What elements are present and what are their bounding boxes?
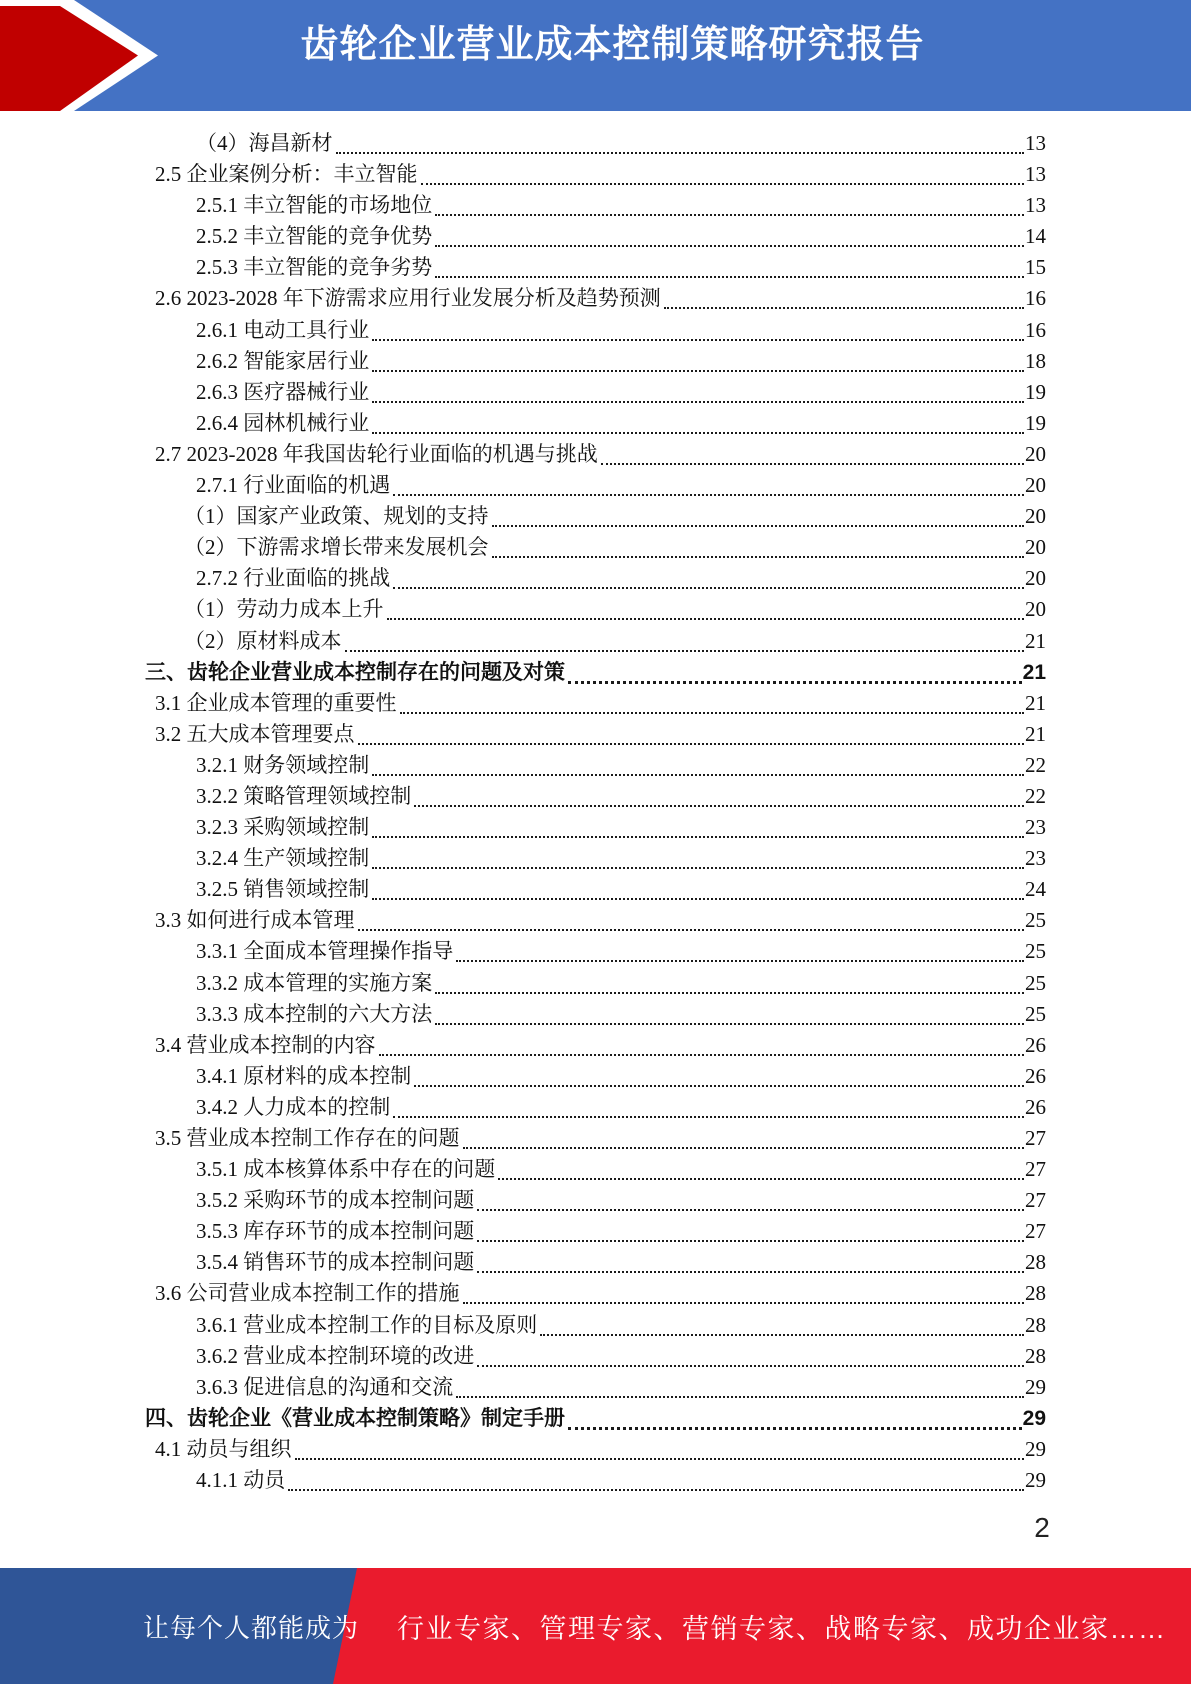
- toc-leader-dots: [345, 626, 1025, 652]
- toc-leader-dots: [372, 346, 1024, 372]
- toc-entry-page-number: 29: [1022, 1406, 1046, 1430]
- toc-entry-label: 2.7.1 行业面临的机遇: [196, 473, 391, 498]
- toc-entry-page-number: 19: [1025, 410, 1046, 435]
- toc-entry-label: 3.6.3 促进信息的沟通和交流: [196, 1374, 454, 1399]
- toc-entry-page-number: 21: [1022, 660, 1046, 684]
- toc-entry-label: 2.5.2 丰立智能的竞争优势: [196, 224, 433, 249]
- toc-leader-dots: [568, 1403, 1022, 1430]
- toc-entry[interactable]: [145, 1310, 1046, 1341]
- toc-entry-page-number: 16: [1025, 317, 1046, 342]
- toc-entry[interactable]: [145, 781, 1046, 812]
- toc-leader-dots: [435, 190, 1024, 216]
- toc-entry[interactable]: [145, 750, 1046, 781]
- toc-entry-label: 3.2.2 策略管理领域控制: [196, 783, 412, 808]
- toc-entry-label: 4.1 动员与组织: [155, 1436, 292, 1461]
- toc-leader-dots: [601, 439, 1024, 465]
- toc-entry-label: （4）海昌新材: [196, 131, 333, 155]
- toc-entry[interactable]: [145, 1278, 1046, 1309]
- toc-entry-label: 3.3.3 成本控制的六大方法: [196, 1001, 433, 1026]
- toc-entry[interactable]: [145, 688, 1046, 719]
- toc-entry-label: 2.6.3 医疗器械行业: [196, 379, 370, 404]
- toc-entry-page-number: 20: [1025, 441, 1046, 466]
- toc-leader-dots: [372, 874, 1024, 900]
- toc-leader-dots: [414, 1061, 1024, 1087]
- toc-leader-dots: [295, 1434, 1025, 1460]
- toc-entry-label: 2.6.2 智能家居行业: [196, 348, 370, 373]
- toc-entry[interactable]: [145, 501, 1046, 532]
- toc-leader-dots: [498, 1154, 1024, 1180]
- toc-entry[interactable]: [145, 1434, 1046, 1465]
- toc-leader-dots: [463, 1278, 1025, 1304]
- toc-entry[interactable]: [145, 283, 1046, 314]
- toc-entry[interactable]: [145, 936, 1046, 967]
- toc-entry-page-number: 20: [1025, 535, 1046, 560]
- toc-entry-page-number: 26: [1025, 1094, 1046, 1119]
- toc-entry-label: 3.2 五大成本管理要点: [155, 721, 355, 746]
- toc-entry-label: 3.5 营业成本控制工作存在的问题: [155, 1126, 460, 1150]
- toc-leader-dots: [358, 719, 1025, 745]
- toc-entry-label: 2.7.2 行业面临的挑战: [196, 566, 391, 591]
- header-band: [0, 0, 1191, 111]
- toc-entry-page-number: 22: [1025, 752, 1046, 777]
- toc-entry[interactable]: [145, 408, 1046, 439]
- toc-entry[interactable]: [145, 439, 1046, 470]
- toc-entry-label: 2.6.1 电动工具行业: [196, 317, 370, 342]
- toc-leader-dots: [414, 781, 1024, 807]
- toc-entry-page-number: 21: [1025, 721, 1046, 746]
- toc-entry[interactable]: [145, 594, 1046, 625]
- page-number: 2: [1034, 1512, 1050, 1543]
- toc-entry[interactable]: [145, 563, 1046, 594]
- toc-entry-label: 3.6.1 营业成本控制工作的目标及原则: [196, 1312, 538, 1337]
- toc-entry[interactable]: [145, 128, 1046, 159]
- toc-leader-dots: [456, 936, 1024, 962]
- toc-leader-dots: [568, 657, 1022, 684]
- toc-entry-label: 2.7 2023-2028 年我国齿轮行业面临的机遇与挑战: [155, 441, 598, 466]
- toc-entry-page-number: 29: [1025, 1468, 1046, 1493]
- toc-entry[interactable]: [145, 1403, 1046, 1434]
- toc-entry-page-number: 20: [1025, 566, 1046, 591]
- toc-entry-label: 3.4.2 人力成本的控制: [196, 1094, 391, 1119]
- toc-entry-label: 2.5.3 丰立智能的竞争劣势: [196, 255, 433, 280]
- toc-entry[interactable]: [145, 221, 1046, 252]
- toc-entry[interactable]: [145, 470, 1046, 501]
- toc-entry-page-number: 28: [1025, 1250, 1046, 1275]
- toc-entry[interactable]: [145, 1247, 1046, 1278]
- toc-entry-page-number: 26: [1025, 1063, 1046, 1088]
- toc-leader-dots: [435, 999, 1024, 1025]
- toc-entry[interactable]: [145, 968, 1046, 999]
- toc-entry-label: 3.2.5 销售领域控制: [196, 877, 370, 902]
- toc-entry[interactable]: [145, 719, 1046, 750]
- toc-entry-label: 3.6.2 营业成本控制环境的改进: [196, 1343, 475, 1368]
- toc-entry-page-number: 13: [1025, 131, 1046, 155]
- toc-entry-label: 3.4.1 原材料的成本控制: [196, 1063, 412, 1088]
- toc-leader-dots: [372, 812, 1024, 838]
- table-of-contents: [145, 128, 1046, 1496]
- toc-entry-label: 3.5.1 成本核算体系中存在的问题: [196, 1157, 496, 1182]
- toc-entry-page-number: 13: [1025, 162, 1046, 187]
- toc-entry-page-number: 27: [1025, 1188, 1046, 1213]
- toc-leader-dots: [393, 470, 1024, 496]
- toc-entry[interactable]: [145, 252, 1046, 283]
- toc-entry-page-number: 18: [1025, 348, 1046, 373]
- toc-entry-label: 2.5.1 丰立智能的市场地位: [196, 193, 433, 218]
- toc-entry[interactable]: [145, 1216, 1046, 1247]
- toc-entry-page-number: 27: [1025, 1219, 1046, 1244]
- toc-leader-dots: [492, 532, 1025, 558]
- toc-entry[interactable]: [145, 999, 1046, 1030]
- toc-leader-dots: [372, 315, 1024, 341]
- toc-entry[interactable]: [145, 874, 1046, 905]
- toc-entry[interactable]: [145, 1154, 1046, 1185]
- toc-entry-page-number: 26: [1025, 1032, 1046, 1057]
- toc-entry[interactable]: [145, 812, 1046, 843]
- toc-entry[interactable]: [145, 190, 1046, 221]
- toc-entry[interactable]: [145, 1372, 1046, 1403]
- toc-entry-label: 3.3.1 全面成本管理操作指导: [196, 939, 454, 964]
- toc-leader-dots: [477, 1341, 1024, 1367]
- toc-leader-dots: [393, 1092, 1024, 1118]
- toc-entry-page-number: 20: [1025, 597, 1046, 622]
- toc-entry-page-number: 15: [1025, 255, 1046, 280]
- toc-entry-label: 3.2.4 生产领域控制: [196, 846, 370, 871]
- toc-entry-page-number: 25: [1025, 1001, 1046, 1026]
- toc-entry[interactable]: [145, 346, 1046, 377]
- toc-entry-page-number: 22: [1025, 783, 1046, 808]
- toc-entry-label: 2.6.4 园林机械行业: [196, 410, 370, 435]
- toc-leader-dots: [435, 252, 1024, 278]
- toc-entry-page-number: 23: [1025, 815, 1046, 840]
- toc-entry-label: 2.6 2023-2028 年下游需求应用行业发展分析及趋势预测: [155, 286, 661, 311]
- toc-entry[interactable]: [145, 1341, 1046, 1372]
- toc-leader-dots: [336, 128, 1025, 154]
- toc-entry-page-number: 28: [1025, 1343, 1046, 1368]
- toc-entry-label: 四、齿轮企业《营业成本控制策略》制定手册: [145, 1406, 565, 1430]
- toc-entry[interactable]: [145, 1123, 1046, 1154]
- toc-leader-dots: [393, 563, 1024, 589]
- toc-entry-page-number: 28: [1025, 1312, 1046, 1337]
- toc-leader-dots: [372, 408, 1024, 434]
- toc-entry-page-number: 23: [1025, 846, 1046, 871]
- toc-entry-page-number: 27: [1025, 1126, 1046, 1150]
- toc-leader-dots: [400, 688, 1025, 714]
- toc-entry[interactable]: [145, 905, 1046, 936]
- toc-entry[interactable]: [145, 843, 1046, 874]
- toc-entry-label: 3.4 营业成本控制的内容: [155, 1032, 376, 1057]
- toc-entry[interactable]: [145, 159, 1046, 190]
- toc-entry[interactable]: [145, 626, 1046, 657]
- toc-entry-label: 3.6 公司营业成本控制工作的措施: [155, 1281, 460, 1306]
- toc-leader-dots: [435, 221, 1024, 247]
- toc-entry-label: （2）下游需求增长带来发展机会: [184, 535, 489, 560]
- toc-entry[interactable]: [145, 532, 1046, 563]
- toc-leader-dots: [421, 159, 1025, 185]
- toc-entry-page-number: 21: [1025, 690, 1046, 715]
- toc-entry-label: 3.1 企业成本管理的重要性: [155, 690, 397, 715]
- toc-entry[interactable]: [145, 1465, 1046, 1496]
- toc-entry-page-number: 20: [1025, 473, 1046, 498]
- footer-slogan-left: 让每个人都能成为: [143, 1612, 360, 1643]
- toc-entry-label: 3.5.4 销售环节的成本控制问题: [196, 1250, 475, 1275]
- toc-entry[interactable]: [145, 657, 1046, 688]
- toc-entry-label: 3.5.3 库存环节的成本控制问题: [196, 1219, 475, 1244]
- toc-entry-label: 3.3 如何进行成本管理: [155, 908, 355, 933]
- toc-leader-dots: [372, 843, 1024, 869]
- toc-entry[interactable]: [145, 1061, 1046, 1092]
- toc-entry-label: 三、齿轮企业营业成本控制存在的问题及对策: [145, 660, 565, 684]
- toc-entry-page-number: 24: [1025, 877, 1046, 902]
- toc-leader-dots: [477, 1247, 1024, 1273]
- toc-entry-page-number: 28: [1025, 1281, 1046, 1306]
- toc-leader-dots: [379, 1030, 1025, 1056]
- toc-leader-dots: [540, 1310, 1024, 1336]
- toc-entry-label: （1）劳动力成本上升: [184, 597, 384, 622]
- toc-entry-page-number: 13: [1025, 193, 1046, 218]
- toc-entry-page-number: 20: [1025, 504, 1046, 529]
- toc-entry-label: （2）原材料成本: [184, 628, 342, 653]
- toc-entry-label: 3.2.1 财务领域控制: [196, 752, 370, 777]
- toc-entry[interactable]: [145, 377, 1046, 408]
- toc-entry-page-number: 14: [1025, 224, 1046, 249]
- toc-leader-dots: [358, 905, 1025, 931]
- toc-entry[interactable]: [145, 315, 1046, 346]
- toc-entry[interactable]: [145, 1185, 1046, 1216]
- toc-entry-label: 4.1.1 动员: [196, 1468, 286, 1493]
- toc-entry-page-number: 21: [1025, 628, 1046, 653]
- toc-leader-dots: [456, 1372, 1024, 1398]
- footer-slogan-right: 行业专家、管理专家、营销专家、战略专家、成功企业家……: [397, 1613, 1167, 1644]
- toc-entry-page-number: 25: [1025, 939, 1046, 964]
- toc-entry-page-number: 25: [1025, 908, 1046, 933]
- toc-leader-dots: [664, 283, 1024, 309]
- toc-leader-dots: [387, 594, 1025, 620]
- toc-entry-label: 3.2.3 采购领域控制: [196, 815, 370, 840]
- toc-leader-dots: [477, 1216, 1024, 1242]
- page-title: 齿轮企业营业成本控制策略研究报告: [300, 24, 925, 66]
- toc-entry-label: 3.3.2 成本管理的实施方案: [196, 970, 433, 995]
- footer-band: [0, 1568, 1191, 1684]
- toc-entry-label: 2.5 企业案例分析：丰立智能: [155, 162, 418, 187]
- toc-entry-page-number: 25: [1025, 970, 1046, 995]
- toc-leader-dots: [372, 377, 1024, 403]
- toc-entry-page-number: 19: [1025, 379, 1046, 404]
- toc-entry-page-number: 27: [1025, 1157, 1046, 1182]
- toc-leader-dots: [463, 1123, 1025, 1149]
- toc-entry-label: （1）国家产业政策、规划的支持: [184, 504, 489, 529]
- toc-leader-dots: [372, 750, 1024, 776]
- toc-entry-page-number: 29: [1025, 1436, 1046, 1461]
- toc-leader-dots: [288, 1465, 1024, 1491]
- toc-entry-label: 3.5.2 采购环节的成本控制问题: [196, 1188, 475, 1213]
- toc-entry[interactable]: [145, 1030, 1046, 1061]
- toc-leader-dots: [435, 968, 1024, 994]
- toc-leader-dots: [477, 1185, 1024, 1211]
- toc-entry[interactable]: [145, 1092, 1046, 1123]
- toc-leader-dots: [492, 501, 1025, 527]
- toc-entry-page-number: 16: [1025, 286, 1046, 311]
- toc-entry-page-number: 29: [1025, 1374, 1046, 1399]
